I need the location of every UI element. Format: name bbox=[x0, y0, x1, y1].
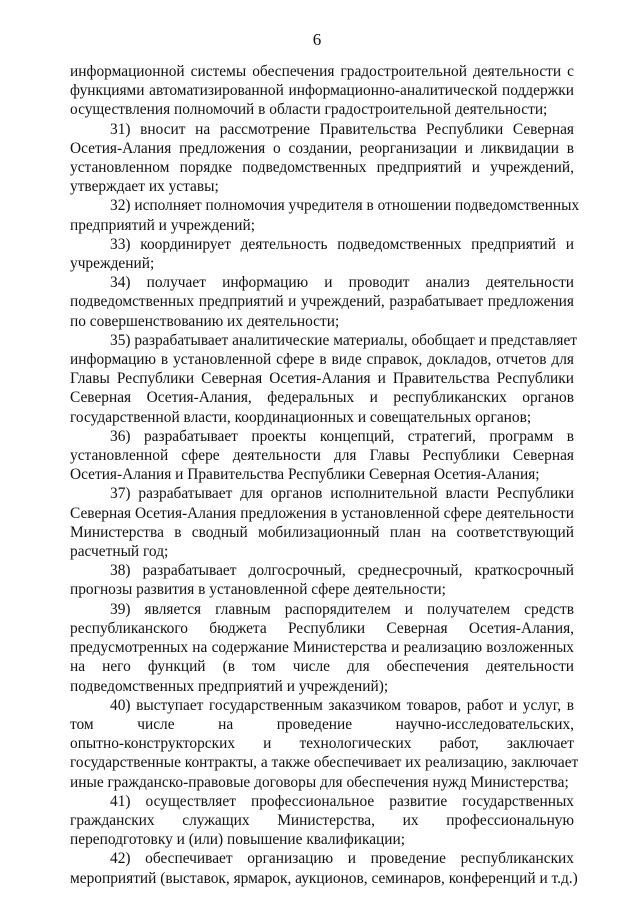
text-line: переподготовку и (или) повышение квалификации; bbox=[70, 831, 406, 849]
paragraph bbox=[70, 696, 579, 792]
text-line: 39) является главным распорядителем и получателем средств bbox=[110, 600, 574, 618]
text-line: расчетный год; bbox=[70, 543, 169, 561]
text-line: 40) выступает государственным заказчиком товаров, работ и услуг, в bbox=[110, 696, 574, 714]
text-line: осуществления полномочий в области градостроительной деятельности; bbox=[70, 101, 548, 119]
text-line: по совершенствованию их деятельности; bbox=[70, 312, 340, 330]
text-line: мероприятий (выставок, ярмарок, аукционов, семинаров, конференций и т.д.) bbox=[70, 869, 578, 887]
text-line: иные гражданско-правовые договоры для обеспечения нужд Министерства; bbox=[70, 773, 569, 791]
paragraph bbox=[70, 331, 578, 427]
text-line: прогнозы развития в установленной сфере деятельности; bbox=[70, 581, 446, 599]
text-line: подведомственных предприятий и учреждений, разрабатывает предложения bbox=[70, 293, 574, 311]
paragraph bbox=[70, 561, 574, 599]
text-line: на него функций (в том числе для обеспечения деятельности bbox=[70, 658, 574, 676]
text-line: том числе на проведение научно-исследовательских, bbox=[70, 715, 574, 733]
document-body bbox=[70, 62, 580, 888]
text-line: 36) разрабатывает проекты концепций, стратегий, программ в bbox=[110, 427, 574, 445]
text-line: Министерства в сводный мобилизационный план на соответствующий bbox=[70, 523, 574, 541]
paragraph bbox=[70, 849, 578, 887]
text-line: 32) исполняет полномочия учредителя в отношении подведомственных bbox=[110, 197, 580, 215]
paragraph bbox=[70, 484, 574, 561]
text-line: Осетия-Алания предложения о создании, реорганизации и ликвидации в bbox=[70, 139, 574, 157]
page-number: 6 bbox=[312, 30, 322, 49]
text-line: опытно-конструкторских и технологических работ, заключает bbox=[70, 735, 574, 753]
text-line: 35) разрабатывает аналитические материалы, обобщает и представляет bbox=[110, 331, 578, 349]
text-line: 42) обеспечивает организацию и проведение республиканских bbox=[110, 850, 574, 868]
paragraph bbox=[70, 196, 580, 234]
text-line: 33) координирует деятельность подведомственных предприятий и bbox=[110, 235, 574, 253]
text-line: государственные контракты, а также обеспечивает их реализацию, заключает bbox=[70, 754, 579, 772]
text-line: установленной сфере деятельности для Главы Республики Северная bbox=[70, 447, 574, 465]
text-line: установленном порядке подведомственных предприятий и учреждений, bbox=[70, 159, 574, 177]
text-line: утверждает их уставы; bbox=[70, 178, 219, 196]
paragraph bbox=[70, 120, 574, 197]
paragraph bbox=[70, 62, 574, 120]
text-line: подведомственных предприятий и учреждений); bbox=[70, 677, 389, 695]
text-line: предприятий и учреждений; bbox=[70, 216, 256, 234]
text-line: информационной системы обеспечения градостроительной деятельности с bbox=[70, 63, 574, 80]
text-line: гражданских служащих Министерства, их профессиональную bbox=[70, 811, 574, 829]
text-line: 38) разрабатывает долгосрочный, среднесрочный, краткосрочный bbox=[110, 562, 574, 580]
paragraph bbox=[70, 235, 574, 273]
text-line: Северная Осетия-Алания предложения в установленной сфере деятельности bbox=[70, 504, 574, 522]
paragraph bbox=[70, 600, 574, 696]
text-line: Осетия-Алания и Правительства Республики Северная Осетия-Алания; bbox=[70, 466, 540, 484]
text-line: государственной власти, координационных и совещательных органов; bbox=[70, 408, 532, 426]
paragraph bbox=[70, 273, 574, 331]
text-line: 41) осуществляет профессиональное развитие государственных bbox=[110, 792, 574, 810]
paragraph bbox=[70, 792, 574, 850]
text-line: предусмотренных на содержание Министерства и реализацию возложенных bbox=[70, 639, 574, 657]
text-line: функциями автоматизированной информационно-аналитической поддержки bbox=[70, 82, 574, 100]
text-line: 34) получает информацию и проводит анализ деятельности bbox=[110, 274, 574, 292]
text-line: 31) вносит на рассмотрение Правительства Республики Северная bbox=[110, 120, 574, 138]
paragraph bbox=[70, 427, 574, 485]
text-line: учреждений; bbox=[70, 255, 155, 273]
text-line: республиканского бюджета Республики Северная Осетия-Алания, bbox=[70, 619, 574, 637]
text-line: Северная Осетия-Алания, федеральных и республиканских органов bbox=[70, 389, 574, 407]
text-line: информацию в установленной сфере в виде справок, докладов, отчетов для bbox=[70, 351, 574, 369]
text-line: Главы Республики Северная Осетия-Алания и Правительства Республики bbox=[70, 370, 574, 388]
text-line: 37) разрабатывает для органов исполнительной власти Республики bbox=[110, 485, 574, 503]
